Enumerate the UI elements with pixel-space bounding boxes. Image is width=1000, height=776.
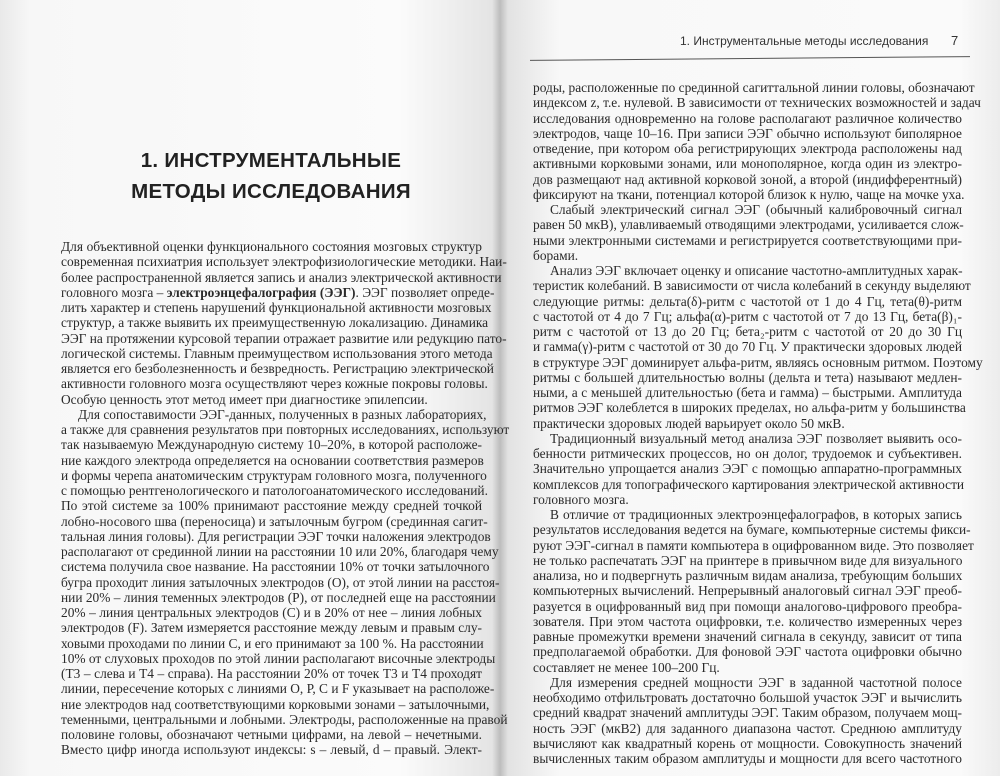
text-line: головного мозга.: [533, 491, 629, 507]
text-line: необходимо отфильтровать достаточно большой участок ЭЭГ и вычислить: [533, 690, 962, 705]
text-line: ние электродов над соответствующими корковыми зонами – затылочными,: [61, 696, 490, 712]
text-line: не только распечатать ЭЭГ на принтере в привычном виде для визуального: [533, 552, 963, 568]
text-line: ритм с частотой от 13 до 20 Гц; бета₂-ритм с частотой от 20 до 30 Гц: [533, 324, 962, 339]
text-line: В отличие от традиционных электроэнцефалографов, в которых запись: [550, 507, 962, 522]
paragraph: [61, 239, 507, 407]
text-line: Анализ ЭЭГ включает оценку и описание частотно-амплитудных харак-: [550, 263, 963, 278]
text-line: нии 20% – линия теменных электродов (Р), от последней еще на расстоянии: [61, 589, 496, 605]
text-line: ховыми проходами по линии С, и его принимают за 100 %. На расстоянии: [61, 635, 484, 651]
text-line: анализа, но и подвергнуть различным видам анализа, требующим больших: [533, 568, 963, 583]
text-line: в структуре ЭЭГ доминирует альфа-ритм, являясь основным ритмом. Поэтому: [533, 354, 983, 370]
text-line: ными электронными системами и регистрируется соответствующими при-: [533, 232, 962, 248]
text-line: руют ЭЭГ-сигнал в памяти компьютера в оцифрованном виде. Это позволяет: [533, 537, 974, 553]
right-page-body: [533, 80, 983, 766]
text-line: Традиционный визуальный метод анализа ЭЭГ позволяет выявить осо-: [550, 430, 962, 446]
text-line: электродов, чаще 10–16. При записи ЭЭГ обычно используют биполярное: [533, 125, 962, 141]
text-line: структур, а также выявить их преимущественную локализацию. Динамика: [61, 315, 489, 331]
text-line: Для сопоставимости ЭЭГ-данных, полученных в разных лабораториях,: [78, 406, 487, 422]
text-line: 10% от слуховых проходов по этой линии располагают височные электроды: [61, 650, 496, 666]
text-line: компьютерных вычислений. Непрерывный аналоговый сигнал ЭЭГ преоб-: [533, 583, 962, 599]
text-line: активными корковыми зонами, или монополярное, когда один из электро-: [533, 156, 962, 172]
text-line: лить характер и степень нарушений функциональной активности мозговых: [61, 300, 492, 315]
chapter-title-line: МЕТОДЫ ИССЛЕДОВАНИЯ: [131, 180, 411, 203]
text-line: Для объективной оценки функционального состояния мозговых структур: [61, 239, 482, 254]
paragraph: [533, 675, 962, 767]
text-line: фиксируют на ткани, потенциал которой близок к нулю, чаще на мочке уха.: [533, 186, 965, 202]
text-line: и гамма(γ)-ритм с частотой от 30 до 70 Гц. У практически здоровых людей: [533, 339, 962, 355]
text-line: более распространенной является запись и анализ электрической активности: [61, 269, 502, 285]
text-line: отведение, при котором оба регистрирующих электрода расположены над: [533, 141, 962, 156]
text-line: вычисленных таким образом амплитуды и мощности для всего частотного: [533, 751, 962, 766]
text-line: индексом z, т.е. нулевой. В зависимости от технических возможностей и задач: [533, 95, 981, 111]
text-line: лобно-носового шва (переносица) и затылочным бугром (срединная сагит-: [61, 513, 488, 529]
text-line: располагают от срединной линии на расстоянии 10 или 20%, благодаря чему: [61, 544, 499, 559]
paragraph: [533, 202, 962, 263]
paragraph: [533, 430, 965, 507]
text-line: результатов исследования ведется на бумаге, компьютерные системы фикси-: [533, 522, 971, 538]
text-line: линии, пересечение которых с линиями О, Р, С и F указывает на расположе-: [61, 681, 495, 697]
text-line: бенности ритмических процессов, но он долог, трудоемок и субъективен.: [533, 446, 962, 461]
text-line: тальная линия головы). Для регистрации ЭЭГ точки наложения электродов: [61, 528, 491, 544]
text-line: Для измерения средней мощности ЭЭГ в заданной частотной полосе: [550, 674, 962, 690]
text-line: исследования одновременно на голове располагают различное количество: [533, 110, 962, 126]
text-line: Вместо цифр иногда используют индексы: s – левый, d – правый. Элект-: [61, 742, 482, 758]
text-line: а также для сравнения результатов при повторных исследованиях, используют: [61, 422, 510, 437]
text-line: бугра проходит линия затылочных электродов (О), от этой линии на расстоя-: [61, 574, 500, 590]
running-head: 1. Инструментальные методы исследования: [680, 34, 929, 48]
page-number: 7: [951, 33, 959, 48]
text-line: (Т3 – слева и Т4 – справа). На расстоянии 20% от точек Т3 и Т4 проходят: [61, 666, 482, 681]
text-line: логической системы. Главным преимуществом использования этого метода: [61, 345, 493, 361]
paragraph: [533, 263, 983, 431]
text-line: и формы черепа анатомическим структурам головного мозга, полученного: [61, 467, 487, 483]
header-rule: [530, 56, 970, 61]
text-line: следующие ритмы: дельта(δ)-ритм с частотой от 1 до 4 Гц, тета(θ)-ритм: [533, 293, 962, 309]
text-line: составляет не менее 100–200 Гц.: [533, 659, 720, 675]
text-line: ными, а с меньшей длительностью (бета и гамма) – быстрыми. Амплитуда: [533, 385, 962, 400]
text-line: теристик колебаний. В зависимости от числа колебаний в секунду выделяют: [533, 278, 971, 294]
text-line: средний квадрат значений амплитуды ЭЭГ. Таким образом, получаем мощ-: [533, 705, 962, 721]
text-line: электродов (F). Затем измеряется расстояние между левым и правым слу-: [61, 620, 482, 636]
paragraph: [533, 80, 981, 202]
text-line: разуется в оцифрованный вид при помощи аналогово-цифрового преобра-: [533, 598, 962, 614]
text-line: половине головы, обозначают четными цифрами, на левой – нечетными.: [61, 727, 482, 742]
text-line: вычисляют как квадратный корень от мощности. Совокупность значений: [533, 735, 962, 751]
text-line: теменными, центральными и лобными. Электроды, расположенные на правой: [61, 711, 508, 727]
text-line: зователя. При этом частота оцифровки, т.е. количество измеренных через: [533, 613, 962, 629]
text-line: современная психиатрия использует электрофизиологические методики. Наи-: [61, 254, 507, 270]
text-line: является его безболезненность и безвредность. Регистрацию электрической: [61, 361, 494, 376]
paragraph: [61, 406, 510, 758]
bold-term: электроэнцефалография (ЭЭГ): [166, 284, 356, 300]
text-line: По этой системе за 100% принимают расстояние между средней точкой: [61, 498, 482, 514]
text-line: ние каждого электрода определяется на основании соответствия размеров: [61, 452, 484, 468]
paragraph: [533, 507, 974, 675]
text-line: борами.: [533, 247, 579, 263]
text-line: так называемую Международную систему 10–20%, в которой расположе-: [61, 437, 482, 453]
text-line: активности головного мозга осуществляют через кожные покровы головы.: [61, 376, 488, 392]
text-line: с частотой от 4 до 7 Гц; альфа(α)-ритм с частотой от 7 до 13 Гц, бета(β)₁-: [533, 308, 962, 324]
chapter-title: [60, 145, 482, 207]
text-line: роды, расположенные по срединной сагиттальной линии головы, обозначают: [533, 80, 975, 95]
text-line: ность ЭЭГ (мкВ2) для заданного диапазона частот. Среднюю амплитуду: [533, 720, 962, 736]
text-line: Значительно упрощается анализ ЭЭГ с помощью аппаратно-программных: [533, 461, 962, 477]
text-line: ЭЭГ на протяжении курсовой терапии отражает развитие или редукцию пато-: [61, 330, 507, 346]
text-line: Особую ценность этот метод имеет при диагностике эпилепсии.: [61, 391, 428, 407]
text-line: практически здоровых людей варьирует около 50 мкВ.: [533, 415, 845, 431]
text-line: Слабый электрический сигнал ЭЭГ (обычный калибровочный сигнал: [550, 202, 962, 217]
chapter-title-line: 1. ИНСТРУМЕНТАЛЬНЫЕ: [140, 149, 402, 172]
text-line: головного мозга – электроэнцефалография (ЭЭГ). ЭЭГ позволяет опреде-: [61, 284, 495, 300]
text-line: равные промежутки времени значений сигнала в секунду, зависит от типа: [533, 629, 962, 644]
text-line: ритмы с большей длительностью волны (дельта и тета) называют медлен-: [533, 369, 962, 385]
text-line: система получила свое название. На расстоянии 10% от точки затылочного: [61, 559, 490, 575]
text-line: дов размещают над активной корковой зоной, а второй (индифферентный): [533, 171, 962, 187]
text-line: 20% – линия центральных электродов (С) и в 20% от нее – линия лобных: [61, 605, 482, 620]
text-line: равен 50 мкВ), улавливаемый отводящими электродами, усиливается слож-: [533, 217, 964, 233]
text-line: с помощью рентгенологического и патологоанатомического исследований.: [61, 483, 488, 498]
text-line: ритмов ЭЭГ колеблется в широких пределах, но альфа-ритм у большинства: [533, 400, 966, 416]
left-page-body: [61, 239, 510, 758]
text-line: комплексов для топографического картирования электрической активности: [533, 476, 965, 492]
text-line: предполагаемой обработки. Для фоновой ЭЭГ частота оцифровки обычно: [533, 644, 962, 660]
